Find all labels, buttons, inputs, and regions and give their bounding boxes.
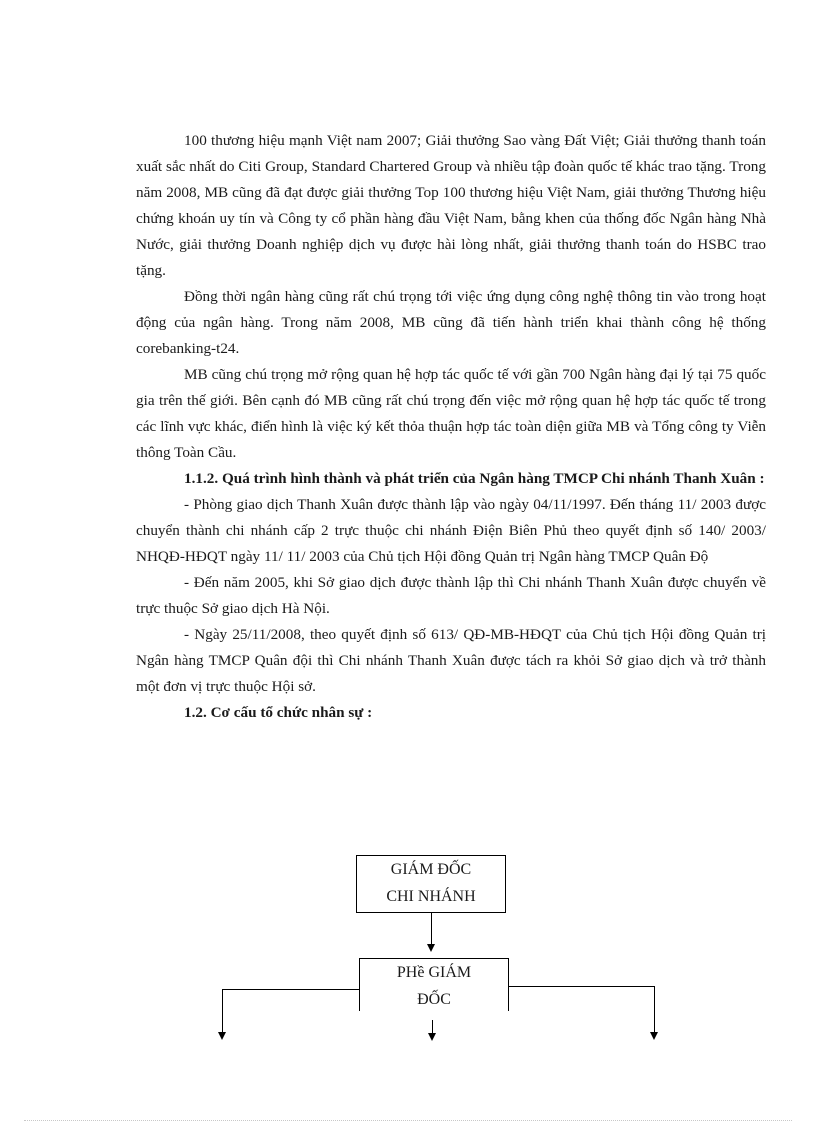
connector-right-horizontal [508, 986, 654, 987]
section-heading-structure: 1.2. Cơ cấu tổ chức nhân sự : [184, 704, 373, 721]
section-heading-history: 1.1.2. Quá trình hình thành và phát triển của Ngân hàng TMCP Chi nhánh Thanh Xuân : [184, 470, 765, 487]
arrow-right-down-icon [650, 1032, 658, 1040]
deputy-box [359, 958, 509, 1011]
connector-left-down [222, 989, 223, 1033]
connector-center-down [432, 1020, 433, 1034]
paragraph-awards: 100 thương hiệu mạnh Việt nam 2007; Giải thưởng Sao vàng Đất Việt; Giải thưởng thanh toán xuất sắc nhất do Citi Group, Standard Chartered Group và nhiều tập đoàn quốc tế khác trao tặng. Trong năm 2008, MB cũng đã đạt được giải thưởng Top 100 thương hiệu Việt Nam, giải thưởng Thương hiệu chứng khoán uy tín và Công ty cổ phần hàng đầu Việt Nam, bằng khen của thống đốc Ngân hàng Nhà Nước, giải thưởng Doanh nghiệp dịch vụ được hài lòng nhất, giải thưởng thanh toán do HSBC trao tặng. [136, 132, 766, 279]
director-label-line1: GIÁM ĐỐC [390, 861, 472, 878]
paragraph-history-2008: - Ngày 25/11/2008, theo quyết định số 613/ QĐ-MB-HĐQT của Chủ tịch Hội đồng Quản trị Ngân hàng TMCP Quân đội thì Chi nhánh Thanh Xuân được tách ra khỏi Sở giao dịch và trở thành một đơn vị trực thuộc Hội sở. [136, 626, 766, 695]
director-box [356, 855, 506, 913]
paragraph-international: MB cũng chú trọng mở rộng quan hệ hợp tác quốc tế với gần 700 Ngân hàng đại lý tại 75 quốc gia trên thế giới. Bên cạnh đó MB cũng rất chú trọng đến việc mở rộng quan hệ hợp tác quốc tế trong các lĩnh vực khác, điển hình là việc ký kết thỏa thuận hợp tác toàn diện giữa MB và Tổng công ty Viễn thông Toàn Cầu. [136, 366, 766, 461]
arrow-center-down-icon [428, 1033, 436, 1041]
connector-right-down [654, 986, 655, 1033]
director-label-line2: CHI NHÁNH [386, 888, 476, 905]
arrow-to-deputy-icon [427, 944, 435, 952]
paragraph-history-1997: - Phòng giao dịch Thanh Xuân được thành lập vào ngày 04/11/1997. Đến tháng 11/ 2003 được chuyển thành chi nhánh cấp 2 trực thuộc chi nhánh Điện Biên Phủ theo quyết định số 140/ 2003/ NHQĐ-HĐQT ngày 11/ 11/ 2003 của Chủ tịch Hội đồng Quản trị Ngân hàng TMCP Quân Độ [136, 496, 766, 565]
document-body [136, 128, 766, 726]
connector-director-deputy [431, 912, 432, 948]
deputy-label-line1: PHề GIÁM [396, 964, 472, 981]
paragraph-history-2005: - Đến năm 2005, khi Sở giao dịch được thành lập thì Chi nhánh Thanh Xuân được chuyển về trực thuộc Sở giao dịch Hà Nội. [136, 574, 766, 617]
paragraph-technology: Đồng thời ngân hàng cũng rất chú trọng tới việc ứng dụng công nghệ thông tin vào trong hoạt động của ngân hàng. Trong năm 2008, MB cũng đã tiến hành triển khai thành công hệ thống corebanking-t24. [136, 288, 766, 357]
arrow-left-down-icon [218, 1032, 226, 1040]
page-bottom-divider [24, 1120, 792, 1121]
deputy-label-line2: ĐỐC [417, 991, 451, 1008]
connector-left-horizontal [222, 989, 359, 990]
